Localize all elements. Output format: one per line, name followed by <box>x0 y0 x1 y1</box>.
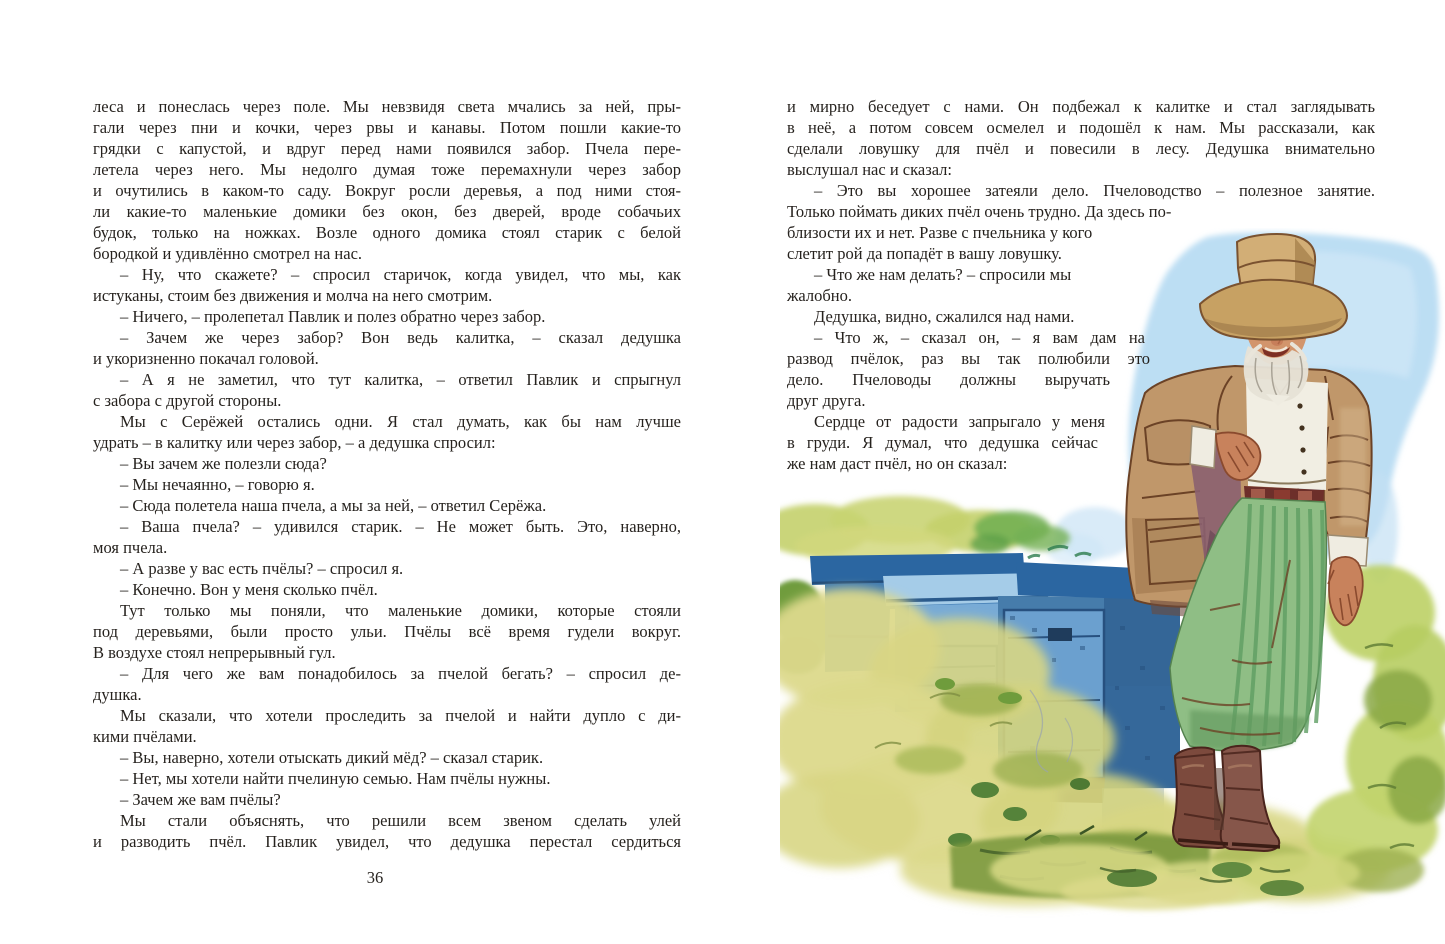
text-line: грядки с капустой, и вдруг перед нами появился забор. Пчела пере- <box>93 139 681 158</box>
text-line: истуканы, стоим без движения и молча на него смотрим. <box>93 286 493 305</box>
text-line: Мы стали объяснять, что решили всем звеном сделать улей <box>120 811 681 830</box>
text-line: дело. Пчеловоды должны выручать <box>787 370 1110 389</box>
text-line: – Зачем же через забор? Вон ведь калитка, – сказал дедушка <box>120 328 681 347</box>
text-line: в неё, а потом совсем осмелел и подошёл к нам. Мы рассказали, как <box>787 118 1375 137</box>
text-line: выслушал нас и сказал: <box>787 160 952 179</box>
text-line: – Что ж, – сказал он, – я вам дам на <box>814 328 1145 347</box>
text-line: – Ничего, – пролепетал Павлик и полез обратно через забор. <box>120 307 546 326</box>
text-line: бородкой и удивлённо смотрел на нас. <box>93 244 363 263</box>
grass-right <box>1306 565 1445 892</box>
text-line: В воздухе стоял непрерывный гул. <box>93 643 336 662</box>
text-line: в груди. Я думал, что дедушка сейчас <box>787 433 1098 452</box>
right-page-text <box>787 96 1445 474</box>
boot-right <box>1221 746 1280 851</box>
text-line: с забора с другой стороны. <box>93 391 282 410</box>
text-line: же нам даст пчёл, но он сказал: <box>787 454 1008 473</box>
text-line: Только поймать диких пчёл очень трудно. Да здесь по- <box>787 202 1172 221</box>
text-line: кими пчёлами. <box>93 727 197 746</box>
text-line: удрать – в калитку или через забор, – а дедушка спросил: <box>93 433 496 452</box>
text-line: ли какие-то маленькие домики без окон, без дверей, вроде собачьих <box>93 202 681 221</box>
text-line: – Ну, что скажете? – спросил старичок, когда увидел, что мы, как <box>120 265 681 284</box>
text-line: леса и понеслась через поле. Мы невзвидя света мчались за ней, пры- <box>93 97 681 116</box>
text-line: – А я не заметил, что тут калитка, – ответил Павлик и спрыгнул <box>120 370 681 389</box>
text-line: жалобно. <box>787 286 852 305</box>
text-line: развод пчёлок, раз вы так полюбили это <box>787 349 1150 368</box>
text-line: Дедушка, видно, сжалился над нами. <box>814 307 1075 326</box>
text-line: друг друга. <box>787 391 866 410</box>
text-line: – Нет, мы хотели найти пчелиную семью. Нам пчёлы нужны. <box>120 769 551 788</box>
text-line: – Вы, наверно, хотели отыскать дикий мёд? – сказал старик. <box>120 748 544 767</box>
text-line: будок, только на ножках. Возле одного домика стоял старик с белой <box>93 223 681 242</box>
text-line: – Зачем же вам пчёлы? <box>120 790 281 809</box>
text-line: близости их и нет. Разве с пчельника у кого <box>787 223 1093 242</box>
text-line: гали через пни и кочки, через рвы и канавы. Потом пошли какие-то <box>93 118 681 137</box>
text-line: и разводить пчёл. Павлик увидел, что дедушка перестал сердиться <box>93 832 681 851</box>
text-line: летела через него. Мы недолго думая тоже перемахнули через забор <box>93 160 681 179</box>
text-line: Тут только мы поняли, что маленькие домики, которые стояли <box>120 601 681 620</box>
text-line: душка. <box>93 685 142 704</box>
text-line: – Это вы хорошее затеяли дело. Пчеловодство – полезное занятие. <box>814 181 1375 200</box>
text-line: – Для чего же вам понадобилось за пчелой бегать? – спросил де- <box>120 664 681 683</box>
text-line: и очутились в каком-то саду. Вокруг росли деревья, а под ними стоя- <box>93 181 681 200</box>
text-line: – Сюда полетела наша пчела, а мы за ней, – ответил Серёжа. <box>120 496 547 515</box>
text-line: – А разве у вас есть пчёлы? – спросил я. <box>120 559 404 578</box>
text-line: и укоризненно покачал головой. <box>93 349 319 368</box>
text-line: и мирно беседует с нами. Он подбежал к калитке и стал заглядывать <box>787 97 1375 116</box>
text-line: под деревьями, были просто ульи. Пчёлы всё время гудели вокруг. <box>93 622 681 641</box>
page-number: 36 <box>366 868 384 887</box>
left-page-text <box>93 96 681 852</box>
text-line: – Мы нечаянно, – говорю я. <box>120 475 315 494</box>
text-line: сделали ловушку для пчёл и повесили в лесу. Дедушка внимательно <box>787 139 1375 158</box>
text-line: – Вы зачем же полезли сюда? <box>120 454 327 473</box>
text-line: – Конечно. Вон у меня сколько пчёл. <box>120 580 378 599</box>
text-line: Мы с Серёжей остались одни. Я стал думать, как бы нам лучше <box>120 412 681 431</box>
boots <box>1173 746 1280 851</box>
text-line: Мы сказали, что хотели проследить за пчелой и найти дупло с ди- <box>120 706 681 725</box>
text-line: – Ваша пчела? – удивился старик. – Не может быть. Это, наверно, <box>120 517 681 536</box>
text-line: моя пчела. <box>93 538 168 557</box>
text-line: слетит рой да попадёт в вашу ловушку. <box>787 244 1062 263</box>
text-line: Сердце от радости запрыгало у меня <box>814 412 1105 431</box>
text-line: – Что же нам делать? – спросили мы <box>814 265 1072 284</box>
